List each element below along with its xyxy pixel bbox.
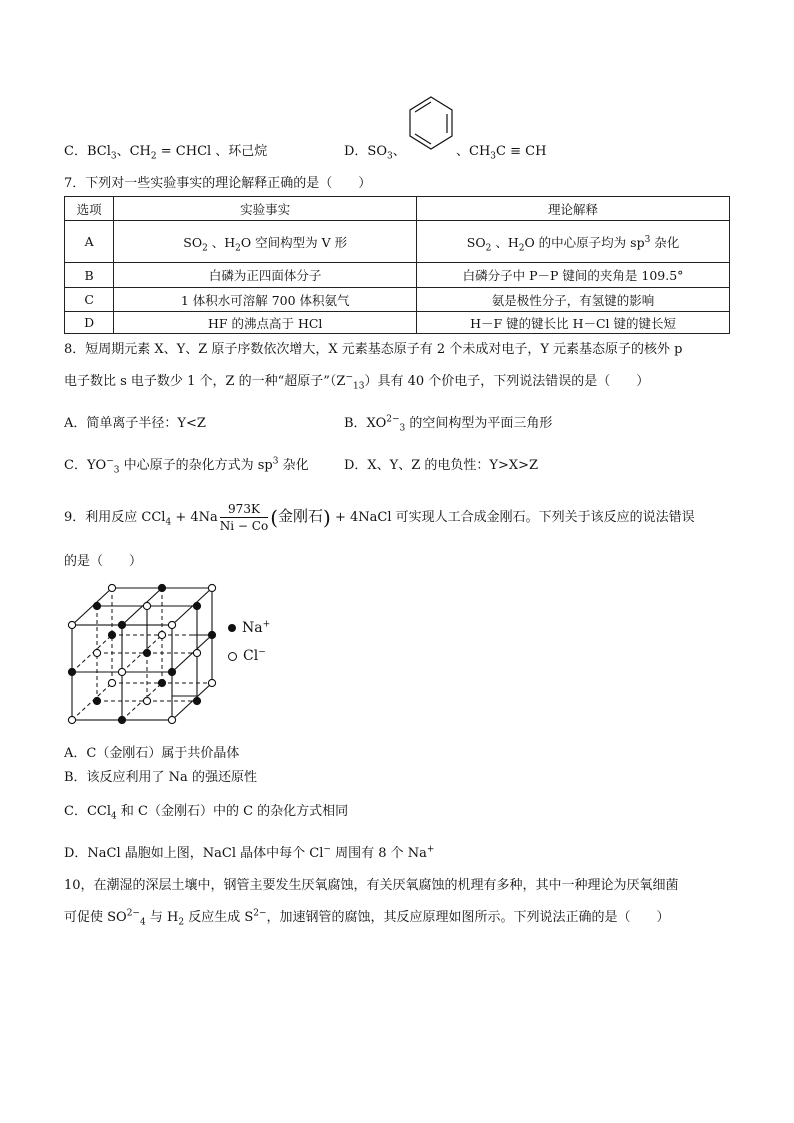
row-option: D xyxy=(65,312,114,334)
legend-cl: Cl− xyxy=(228,646,266,666)
row-fact: 白磷为正四面体分子 xyxy=(114,263,417,288)
hollow-dot-icon xyxy=(228,652,237,661)
header-fact: 实验事实 xyxy=(114,197,417,221)
row-fact: 1 体积水可溶解 700 体积氨气 xyxy=(114,288,417,312)
q8-option-b: B．$XO^{2-}_3$ 的空间构型为平面三角形 xyxy=(344,414,553,434)
q6-option-d-rest: 、$CH_3C$ ≡ CH xyxy=(456,144,547,162)
row-option: C xyxy=(65,288,114,312)
q10-line-2: 可促使 $SO^{2-}_4$ 与 $H_2$ 反应生成 $S^{2-}$，加速钢管的腐蚀，其反应原理如图所示。下列说法正确的是（ ） xyxy=(64,908,670,928)
q9-option-b: B．该反应利用了 Na 的强还原性 xyxy=(64,770,257,785)
reaction-condition: $\frac{973K}{Ni - Co}$ xyxy=(219,502,269,533)
header-option: 选项 xyxy=(65,197,114,221)
row-option: B xyxy=(65,263,114,288)
table-header-row xyxy=(65,197,730,221)
table-row xyxy=(65,263,730,288)
q10-line-1: 10，在潮湿的深层土壤中，钢管主要发生厌氧腐蚀，有关厌氧腐蚀的机理有多种，其中一种理论为厌氧细菌 xyxy=(64,878,679,893)
q9-line-1: 9．利用反应 CCl$_4$ + 4Na $\frac{973K}{Ni - Co}$ (金刚石) + 4NaCl 可实现人工合成金刚石。下列关于该反应的说法错误 xyxy=(64,502,695,533)
product-diamond: 金刚石 xyxy=(278,507,324,525)
row-fact: $SO_2$ 、$H_2O$ 空间构型为 V 形 xyxy=(114,221,417,263)
q8-line-2: 电子数比 s 电子数少 1 个，Z 的一种“超原子$”(Z^-_{13})$具有 40 个价电子，下列说法错误的是（ ） xyxy=(64,372,650,392)
table-row xyxy=(65,221,730,263)
legend-na: Na+ xyxy=(228,618,270,638)
row-option: A xyxy=(65,221,114,263)
q8-option-c: C．$YO^-_3$ 中心原子的杂化方式为 $sp^3$ 杂化 xyxy=(64,456,309,476)
q9-option-d: D．NaCl 晶胞如上图，NaCl 晶体中每个 Cl− 周围有 8 个 Na+ xyxy=(64,844,435,861)
row-explanation: H－F 键的键长比 H－Cl 键的键长短 xyxy=(417,312,730,334)
q6-option-d: D．$SO_3$、 xyxy=(344,144,406,162)
q8-option-a: A．简单离子半径：Y<Z xyxy=(64,416,206,431)
q8-line-1: 8．短周期元素 X、Y、Z 原子序数依次增大，X 元素基态原子有 2 个未成对电子，Y 元素基态原子的核外 p xyxy=(64,342,683,357)
q6-option-c: C．BCl$_3$、$CH_2$ = CHCl 、环己烷 xyxy=(64,144,268,162)
row-fact: HF 的沸点高于 HCl xyxy=(114,312,417,334)
filled-dot-icon xyxy=(228,624,236,632)
q9-option-a: A．C（金刚石）属于共价晶体 xyxy=(64,746,240,761)
q8-option-d: D．X、Y、Z 的电负性：Y>X>Z xyxy=(344,458,539,473)
benzene-structure-icon xyxy=(406,94,456,156)
q7-table xyxy=(64,196,730,334)
q9-line-2: 的是（ ） xyxy=(64,554,143,569)
header-explanation: 理论解释 xyxy=(417,197,730,221)
q7-stem: 7．下列对一些实验事实的理论解释正确的是（ ） xyxy=(64,176,372,191)
row-explanation: 氨是极性分子，有氢键的影响 xyxy=(417,288,730,312)
row-explanation: 白磷分子中 P－P 键间的夹角是 109.5° xyxy=(417,263,730,288)
table-row xyxy=(65,288,730,312)
q9-option-c: C．CCl$_4$ 和 C（金刚石）中的 C 的杂化方式相同 xyxy=(64,804,349,822)
row-explanation: $SO_2$ 、$H_2O$ 的中心原子均为 $sp^3$ 杂化 xyxy=(417,221,730,263)
nacl-crystal-diagram xyxy=(62,580,222,730)
table-row xyxy=(65,312,730,334)
